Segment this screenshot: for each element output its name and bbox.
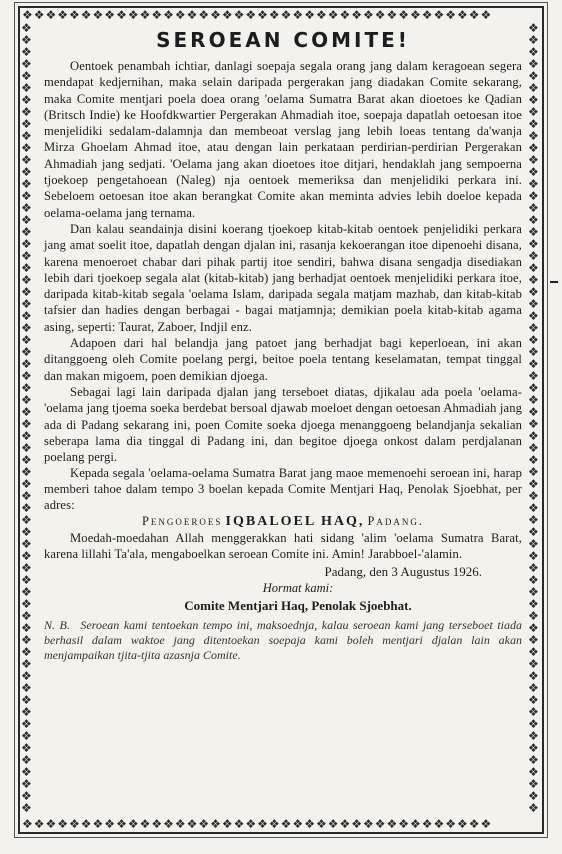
announcement-body (44, 28, 522, 663)
paragraph-4: Sebagai lagi lain daripada djalan jang terseboet diatas, djikalau ada poela 'oelama-'oelama jang tjoema soeka berdebat bersoal djawab moeloet dengan oetoesan Ahmadiah jang ada di Padang sekarang ini, poen Comite soeka djoega menanggoeng belandjanja sekalian seberapa lama dia tinggal di Padang ini, dan begitoe djoega onkost dalam perdjalanan poelang pergi. (44, 384, 522, 465)
date-line: Padang, den 3 Augustus 1926. (324, 564, 482, 580)
paragraph-6: Moedah-moedahan Allah menggerakkan hati sidang 'alim 'oelama Sumatra Barat, karena lillahi Ta'ala, mengaboelkan seroean Comite ini. Amin! Jarabboel-'alamin. (44, 531, 522, 562)
address-city: Padang. (367, 514, 425, 529)
address-prefix: Pengoeroes (141, 514, 223, 529)
closing-line: Hormat kami: (262, 581, 334, 596)
nota-bene-text: Seroean kami tentoekan tempo ini, maksoednja, kalau seroean kami jang terseboet tiada berhasil dalam waktoe jang ditentoekan soepaja kami boleh mentjari djalan lain akan menjampaikan tjita-tjita azasnja Comite. (44, 618, 523, 663)
address-line (44, 513, 522, 530)
paragraph-1: Oentoek penambah ichtiar, danlagi soepaja segala orang jang dalam keragoean segera mendapat kedjernihan, maka selain daripada pergerakan jang diadakan Comite sekarang, maka Comite mentjari poela doea orang 'oelama Sumatra Barat akan dioetoes ke Qadian (Britsch Indie) ke Hoofdkwartier Pergerakan Ahmadiah itoe, soepaja dapatlah oetoesan itoe menjelidiki sedalam-dalamnja dan membeoat verslag jang lebih loeas tentang da'wanja Mirza Ghoelam Ahmad itoe, atau dengan lain perkataan perdirian-perdirian Pergerakan Ahmadiah jang sedjati. 'Oelama jang akan dioetoes itoe ditjari, hendaklah jang sempoerna tjoekoep pengetahoean (Naleg) nja oentoek memeriksa dan menjelidiki perkara ini. Sebeloem oetoesan itoe akan berangkat Comite akan meminta advies lebih doeloe kepada oelama-oelama jang ternama. (44, 59, 522, 220)
ornament-border-right: ❖❖❖❖❖❖❖❖❖❖❖❖❖❖❖❖❖❖❖❖❖❖❖❖❖❖❖❖❖❖❖❖❖❖❖❖❖❖❖❖❖❖❖❖❖❖❖❖❖❖❖❖❖❖❖❖❖❖❖❖❖❖❖❖❖❖ (528, 22, 539, 815)
paragraph-5: Kepada segala 'oelama-oelama Sumatra Barat jang maoe memenoehi seroean ini, harap memberi tahoe dalam tempo 3 boelan kepada Comite Mentjari Haq, Penolak Sjoebhat, per adres: (44, 466, 522, 513)
nota-bene-label: N. B. (44, 618, 70, 633)
ornament-border-bottom: ❖❖❖❖❖❖❖❖❖❖❖❖❖❖❖❖❖❖❖❖❖❖❖❖❖❖❖❖❖❖❖❖❖❖❖❖❖❖❖❖ (22, 818, 493, 831)
address-name: IQBALOEL HAQ, (225, 514, 365, 530)
ornament-border-left: ❖❖❖❖❖❖❖❖❖❖❖❖❖❖❖❖❖❖❖❖❖❖❖❖❖❖❖❖❖❖❖❖❖❖❖❖❖❖❖❖❖❖❖❖❖❖❖❖❖❖❖❖❖❖❖❖❖❖❖❖❖❖❖❖❖❖ (21, 22, 32, 815)
headline: SEROEAN COMITE! (156, 28, 410, 52)
nota-bene (44, 618, 522, 663)
ornament-border-top: ❖❖❖❖❖❖❖❖❖❖❖❖❖❖❖❖❖❖❖❖❖❖❖❖❖❖❖❖❖❖❖❖❖❖❖❖❖❖❖❖ (22, 9, 493, 22)
paragraph-2: Dan kalau seandainja disini koerang tjoekoep kitab-kitab oentoek penjelidiki perkara jang amat soelit itoe, dapatlah dengan djalan ini, rasanja kekoerangan itoe dipenoehi disana, karena menoeroet chabar dari pihak partij itoe sendiri, bahwa disana sengadja disediakan lebih dari tjoekoep segala alat (kitab-kitab) jang berhadjat oentoek menjelidiki perkara itoe, daripada kitab-kitab segala 'oelama Islam, daripada segala matjam mazhab, dan kitab-kitab tafsier dan hadies dengan berbagai - bagai matjamnja; demikian poela kitab-kitab agama asing, seperti: Taurat, Zaboer, Indjil enz. (44, 221, 522, 334)
paragraph-3: Adapoen dari hal belandja jang patoet jang berhadjat bagi keperloean, ini akan ditanggoeng oleh Comite poelang pergi, beitoe poela tentang keselamatan, tempat tinggal dan makan migoem, poen demikian djoega. (44, 336, 522, 383)
margin-mark (550, 281, 558, 283)
signature: Comite Mentjari Haq, Penolak Sjoebhat. (184, 598, 412, 614)
